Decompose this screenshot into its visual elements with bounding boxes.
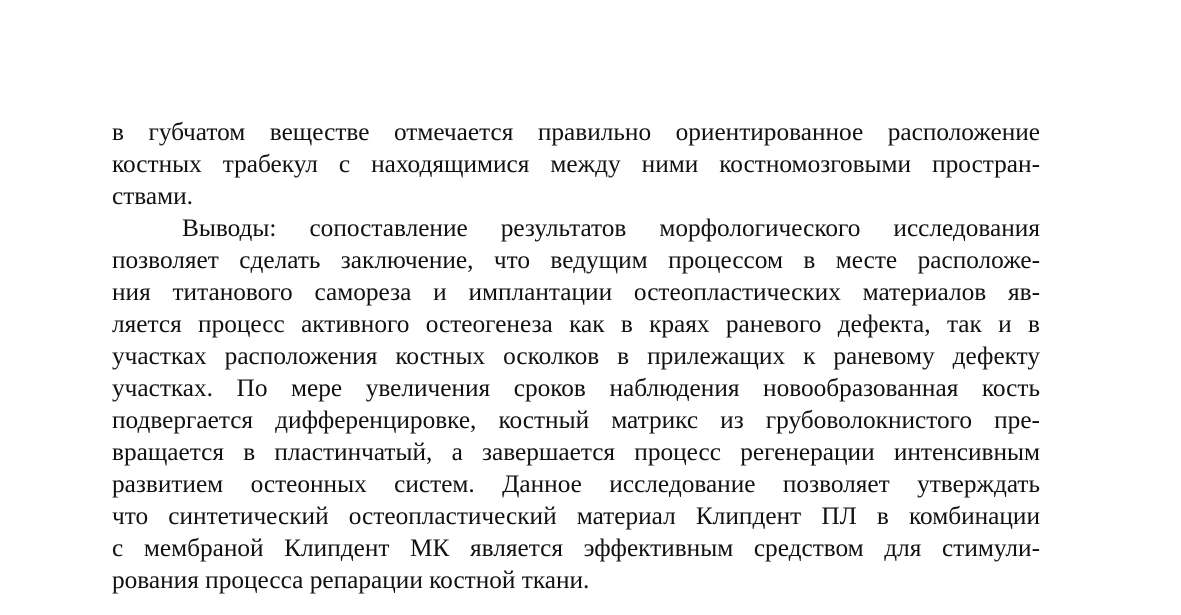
text-line: позволяет сделать заключение, что ведущим процессом в месте расположе- [112, 246, 1040, 274]
text-line: вращается в пластинчатый, а завершается процесс регенерации интенсивным [112, 438, 1040, 466]
text-line: участках. По мере увеличения сроков наблюдения новообразованная кость [112, 374, 1040, 402]
text-line: что синтетический остеопластический материал Клипдент ПЛ в комбинации [112, 502, 1040, 530]
text-line: ляется процесс активного остеогенеза как в краях раневого дефекта, так и в [112, 310, 1040, 338]
text-line: костных трабекул с находящимися между ними костномозговыми простран- [112, 150, 1040, 178]
body-text [112, 116, 1040, 596]
text-line: в губчатом веществе отмечается правильно ориентированное расположение [112, 118, 1040, 146]
text-line: развитием остеонных систем. Данное исследование позволяет утверждать [112, 470, 1040, 498]
text-line: с мембраной Клипдент МК является эффективным средством для стимули- [112, 534, 1040, 562]
text-line: ния титанового самореза и имплантации остеопластических материалов яв- [112, 278, 1040, 306]
text-line: подвергается дифференцировке, костный матрикс из грубоволокнистого пре- [112, 406, 1040, 434]
text-line: рования процесса репарации костной ткани. [112, 566, 590, 594]
text-line: ствами. [112, 182, 193, 210]
paragraph-first-line: Выводы: сопоставление результатов морфологического исследования [182, 214, 1040, 242]
text-line: участках расположения костных осколков в прилежащих к раневому дефекту [112, 342, 1040, 370]
